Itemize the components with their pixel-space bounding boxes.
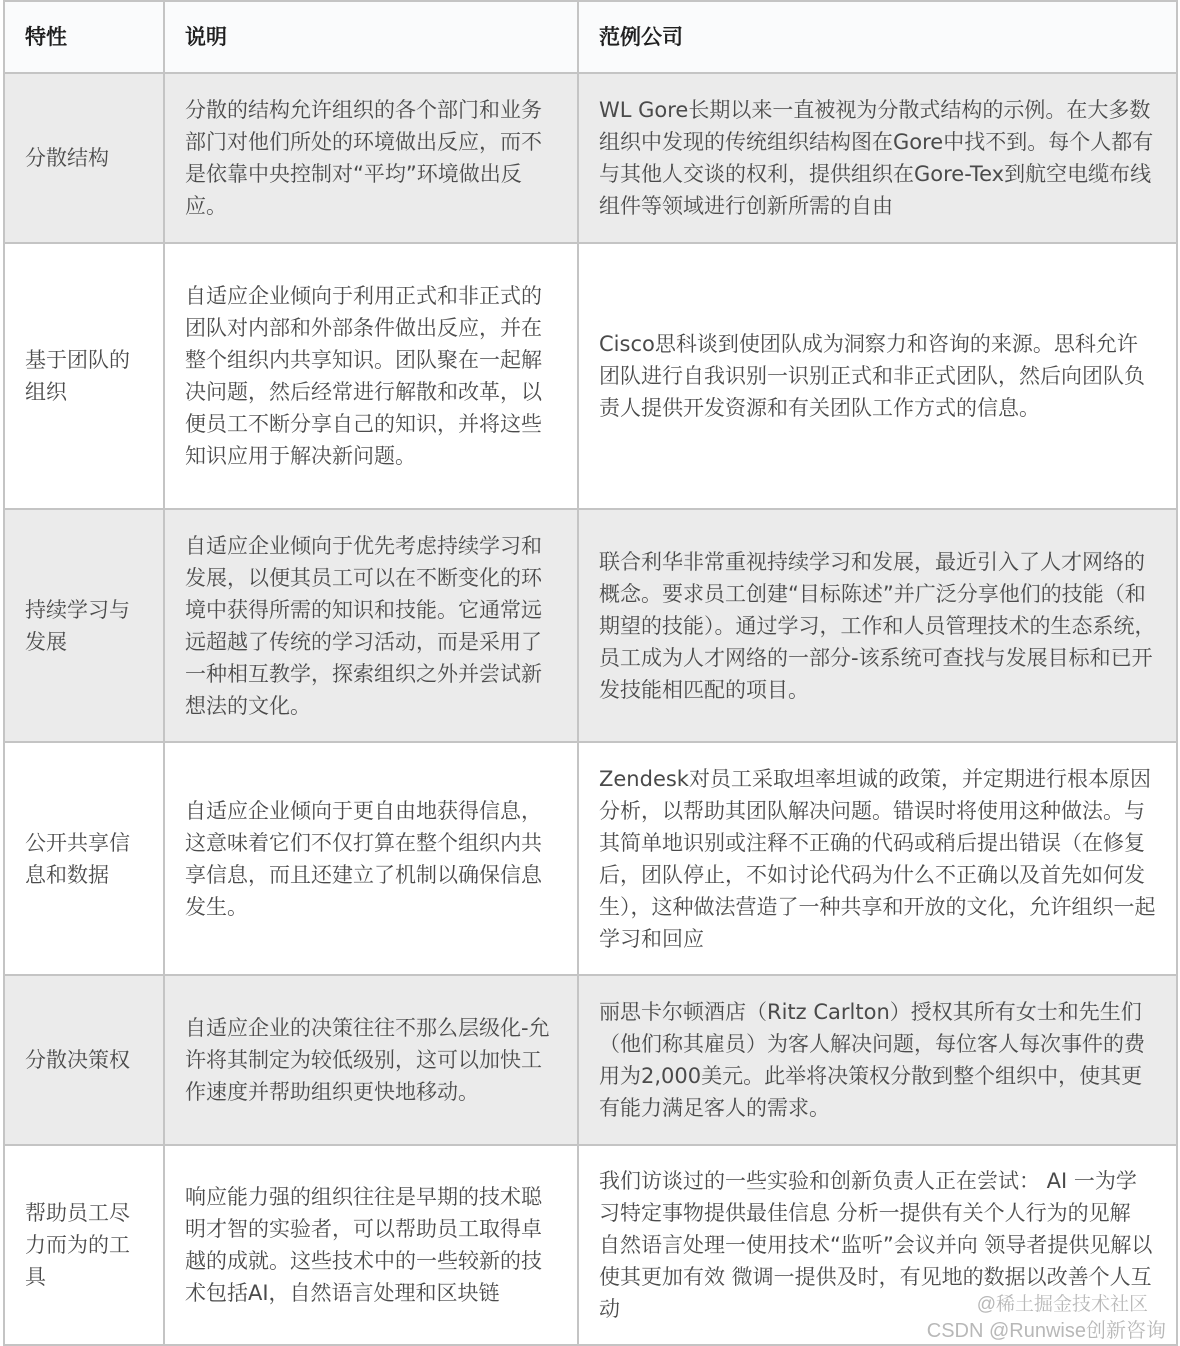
- feature-cell: 分散决策权: [4, 975, 164, 1145]
- example-cell: Zendesk对员工采取坦率坦诚的政策，并定期进行根本原因分析，以帮助其团队解决问题。错误时将使用这种做法。与其简单地识别或注释不正确的代码或稍后提出错误（在修复后，团队停止，不如讨论代码为什么不正确以及首先如何发生），这种做法营造了一种共享和开放的文化，允许组织一起学习和回应: [578, 742, 1177, 975]
- example-cell: 丽思卡尔顿酒店（Ritz Carlton）授权其所有女士和先生们（他们称其雇员）为客人解决问题，每位客人每次事件的费用为2,000美元。此举将决策权分散到整个组织中，使其更有能力满足客人的需求。: [578, 975, 1177, 1145]
- header-description: 说明: [164, 1, 578, 73]
- example-cell: WL Gore长期以来一直被视为分散式结构的示例。在大多数组织中发现的传统组织结构图在Gore中找不到。每个人都有与其他人交谈的权利，提供组织在Gore-Tex到航空电缆布线组件等领域进行创新所需的自由: [578, 73, 1177, 243]
- description-cell: 响应能力强的组织往往是早期的技术聪明才智的实验者，可以帮助员工取得卓越的成就。这些技术中的一些较新的技术包括AI，自然语言处理和区块链: [164, 1145, 578, 1345]
- description-cell: 自适应企业倾向于优先考虑持续学习和发展，以便其员工可以在不断变化的环境中获得所需的知识和技能。它通常远远超越了传统的学习活动，而是采用了一种相互教学，探索组织之外并尝试新想法的文化。: [164, 509, 578, 742]
- description-cell: 自适应企业的决策往往不那么层级化-允许将其制定为较低级别，这可以加快工作速度并帮助组织更快地移动。: [164, 975, 578, 1145]
- feature-cell: 公开共享信息和数据: [4, 742, 164, 975]
- table-row: [4, 975, 1177, 1145]
- watermark-csdn: CSDN @Runwise创新咨询: [926, 1320, 1166, 1342]
- feature-cell: 基于团队的组织: [4, 243, 164, 509]
- characteristics-table: [3, 0, 1178, 1346]
- table-row: [4, 243, 1177, 509]
- table-header-row: [4, 1, 1177, 73]
- table-row: [4, 73, 1177, 243]
- feature-cell: 帮助员工尽力而为的工具: [4, 1145, 164, 1345]
- header-example-company: 范例公司: [578, 1, 1177, 73]
- watermark-juejin: @稀土掘金技术社区: [976, 1294, 1148, 1315]
- header-feature: 特性: [4, 1, 164, 73]
- table-row: [4, 742, 1177, 975]
- example-cell: 联合利华非常重视持续学习和发展，最近引入了人才网络的概念。要求员工创建“目标陈述”并广泛分享他们的技能（和期望的技能）。通过学习，工作和人员管理技术的生态系统，员工成为人才网络的一部分-该系统可查找与发展目标和已开发技能相匹配的项目。: [578, 509, 1177, 742]
- description-cell: 自适应企业倾向于利用正式和非正式的团队对内部和外部条件做出反应，并在整个组织内共享知识。团队聚在一起解决问题，然后经常进行解散和改革，以便员工不断分享自己的知识，并将这些知识应用于解决新问题。: [164, 243, 578, 509]
- description-cell: 自适应企业倾向于更自由地获得信息，这意味着它们不仅打算在整个组织内共享信息，而且还建立了机制以确保信息发生。: [164, 742, 578, 975]
- description-cell: 分散的结构允许组织的各个部门和业务部门对他们所处的环境做出反应，而不是依靠中央控制对“平均”环境做出反应。: [164, 73, 578, 243]
- table-row: [4, 509, 1177, 742]
- feature-cell: 分散结构: [4, 73, 164, 243]
- example-cell: Cisco思科谈到使团队成为洞察力和咨询的来源。思科允许团队进行自我识别一识别正式和非正式团队，然后向团队负责人提供开发资源和有关团队工作方式的信息。: [578, 243, 1177, 509]
- feature-cell: 持续学习与发展: [4, 509, 164, 742]
- example-cell: 我们访谈过的一些实验和创新负责人正在尝试： AI 一为学习特定事物提供最佳信息 分析一提供有关个人行为的见解 自然语言处理一使用技术“监听”会议并向 领导者提供见解以使其更加有效 微调一提供及时，有见地的数据以改善个人互动: [578, 1145, 1177, 1345]
